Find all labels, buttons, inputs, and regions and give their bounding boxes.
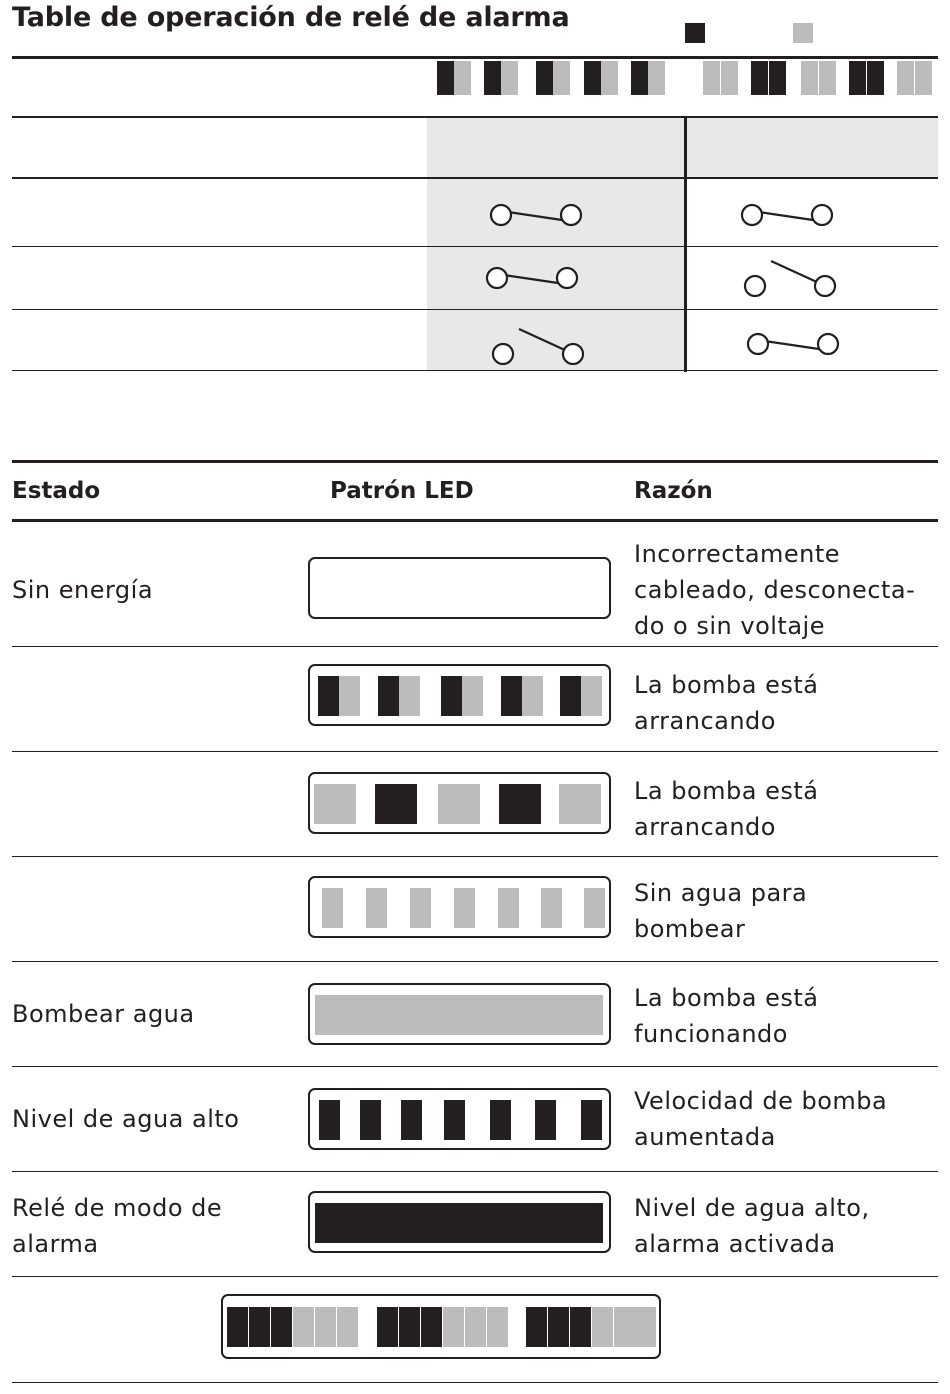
row-razon: Incorrectamente cableado, desconecta- do o sin voltaje <box>634 540 916 640</box>
header-estado: Estado <box>12 478 101 504</box>
led-off-pattern <box>308 557 611 619</box>
led-double-flash-pattern <box>308 772 611 834</box>
row-razon: La bomba está funcionando <box>634 984 819 1048</box>
relay-closed-switch-icon <box>492 327 586 367</box>
row-razon: La bomba está arrancando <box>634 671 819 735</box>
relay-table-rule <box>12 246 938 247</box>
header-patron-led: Patrón LED <box>330 478 474 504</box>
row-divider <box>12 751 938 752</box>
row-razon: Nivel de agua alto, alarma activada <box>634 1194 870 1258</box>
led-pair-flash-pattern <box>308 664 611 726</box>
row-divider <box>12 1171 938 1172</box>
relay-open-switch-icon <box>490 203 584 229</box>
row-divider <box>12 646 938 647</box>
status-table-header-rule <box>12 519 938 522</box>
led-off-legend-icon <box>793 23 813 43</box>
led-triple-flash-pattern <box>221 1294 661 1359</box>
status-table-bottom-rule <box>12 1382 938 1383</box>
relay-table-rule <box>12 177 938 179</box>
row-divider <box>12 961 938 962</box>
relay-table-top-rule <box>12 56 938 59</box>
relay-right-column-shade <box>686 118 938 178</box>
relay-open-switch-icon <box>747 332 841 358</box>
relay-right-pattern-icon <box>703 61 935 95</box>
row-razon: Velocidad de bomba aumentada <box>634 1087 888 1151</box>
status-table-top-rule <box>12 460 938 463</box>
relay-table-title: Table de operación de relé de alarma <box>12 2 570 33</box>
led-solid-gray-pattern <box>308 983 611 1045</box>
row-estado: Nivel de agua alto <box>12 1105 240 1133</box>
row-razon: La bomba está arrancando <box>634 777 819 841</box>
row-estado: Relé de modo de alarma <box>12 1194 223 1258</box>
relay-left-pattern-icon <box>437 61 669 95</box>
row-divider <box>12 1066 938 1067</box>
relay-table-rule <box>12 309 938 310</box>
relay-closed-switch-icon <box>744 259 838 299</box>
row-divider <box>12 856 938 857</box>
relay-open-switch-icon <box>741 203 835 229</box>
row-estado: Sin energía <box>12 576 154 604</box>
relay-column-divider <box>684 118 687 372</box>
row-estado: Bombear agua <box>12 1000 195 1028</box>
relay-table-rule <box>12 370 938 371</box>
header-razon: Razón <box>634 478 713 504</box>
led-gray-dashes-pattern <box>308 876 611 938</box>
row-divider <box>12 1276 938 1277</box>
led-solid-black-pattern <box>308 1191 611 1253</box>
led-on-legend-icon <box>685 23 705 43</box>
relay-open-switch-icon <box>486 266 580 292</box>
row-razon: Sin agua para bombear <box>634 879 808 943</box>
led-black-dashes-pattern <box>308 1088 611 1150</box>
